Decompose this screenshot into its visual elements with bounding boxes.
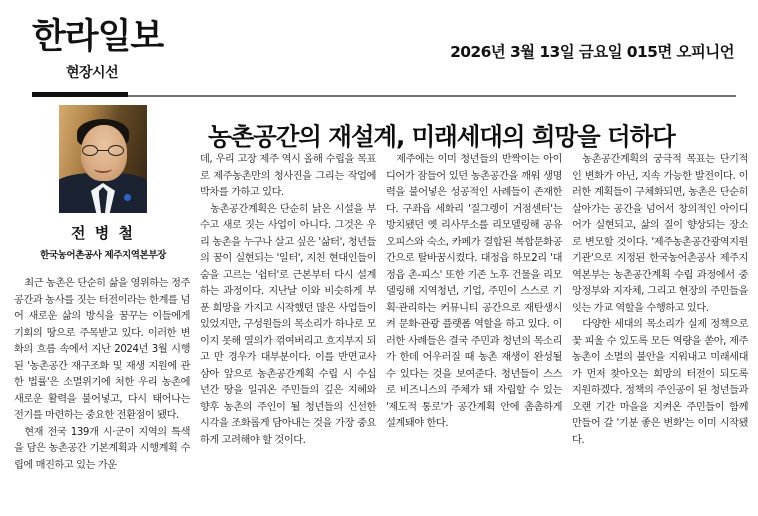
paragraph: 데, 우리 고장 제주 역시 올해 수립을 목표로 제주농촌만의 청사진을 그리는 작업에 박차를 가하고 있다. <box>200 154 376 199</box>
paragraph: 최근 농촌은 단순히 삶을 영위하는 정주공간과 농사를 짓는 터전이라는 한계를 넘어 새로운 삶의 방식을 꿈꾸는 이들에게 기회의 땅으로 주목받고 있다. 이러한 변화의 흐름 속에서 지난 2024년 3월 시행된 '농촌공간 재구조화 및 재생 지원에 관한 법률'은 소멸위기에 처한 우리 농촌에 새로운 활력을 불어넣고, 다시 태어나는 전기를 마련하는 중요한 전환점이 됐다. <box>14 278 190 422</box>
article-column-4 <box>572 152 748 504</box>
paragraph: 농촌공간계획은 단순히 낡은 시설을 부수고 새로 짓는 사업이 아니다. 그것은 우리 농촌을 누구나 살고 싶은 '삶터', 청년들의 꿈이 실현되는 '일터', 지친 현대인들이 숨을 고르는 '쉼터'로 근본부터 다시 설계하는 과정이다. 지난날 이와 비슷하게 부푼 희망을 가지고 시작했던 많은 사업들이 있었지만, 구성원들의 목소리가 하나로 모이지 못해 열의가 꺾여버리고 흐지부지 되고 만 경우가 대부분이다. 이를 반면교사 삼아 앞으로 농촌공간계획 수립 시 수십 년간 땅을 일궈온 주민들의 깊은 지혜와 향후 농촌의 주인이 될 청년들의 신선한 시각을 조화롭게 담아내는 것을 가장 중요하게 고려해야 할 것이다. <box>200 203 376 446</box>
section-name: 현장시선 <box>66 65 119 81</box>
author-name: 전 병 철 <box>71 224 135 242</box>
article-column-2 <box>200 152 376 504</box>
masthead-branding <box>32 17 164 82</box>
article-column-1 <box>14 152 190 504</box>
masthead-divider <box>32 92 736 100</box>
author-title: 한국농어촌공사 제주지역본부장 <box>40 250 166 261</box>
paragraph: 다양한 세대의 목소리가 실제 정책으로 꽃 피울 수 있도록 모든 역량을 쏟아, 제주농촌이 소멸의 불안을 지워내고 미래세대가 먼저 찾아오는 희망의 터전이 되도록 지원하겠다. 정책의 주인공이 된 청년들과 오랜 기간 마을을 지켜온 주민들이 함께 만들어 갈 '기분 좋은 변화'는 이미 시작됐다. <box>572 319 748 446</box>
article-headline: 농촌공간의 재설계, 미래세대의 희망을 더하다 <box>208 122 675 152</box>
article-column-3 <box>386 152 562 504</box>
article-body <box>14 152 748 504</box>
paper-name: 한라일보 <box>32 17 164 57</box>
divider-thin-line <box>32 95 736 97</box>
divider-thick-line <box>32 92 128 97</box>
dateline: 2026년 3월 13일 금요일 015면 오피니언 <box>450 43 734 61</box>
paragraph: 현재 전국 139개 시·군이 지역의 특색을 담은 농촌공간 기본계획과 시행계획 수립에 매진하고 있는 가운 <box>14 426 190 471</box>
masthead <box>10 0 748 92</box>
paragraph: 농촌공간계획의 궁극적 목표는 단기적인 변화가 아닌, 지속 가능한 발전이다. 이러한 계획들이 구체화되면, 농촌은 단순히 살아가는 공간을 넘어서 창의적인 아이디어가 실현되고, 삶의 질이 향상되는 장소로 변모할 것이다. '제주농촌공간광역지원기관'으로 지정된 한국농어촌공사 제주지역본부는 농촌공간계획 수립 과정에서 중앙정부와 지자체, 그리고 현장의 주민들을 잇는 가교 역할을 수행하고 있다. <box>572 154 748 314</box>
paragraph: 제주에는 이미 청년들의 반짝이는 아이디어가 잠들어 있던 농촌공간을 깨워 생명력을 불어넣은 성공적인 사례들이 존재한다. 구좌읍 세화리 '질그렝이 거점센터'는 방치됐던 옛 리사무소를 리모델링해 공유 오피스와 숙소, 카페가 결합된 복합문화공간으로 탈바꿈시켰다. 대정읍 하모2리 '대정읍 촌-피스' 또한 기존 노후 건물을 리모델링해 지역청년, 기업, 주민이 스스로 기획·관리하는 커뮤니티 공간으로 재탄생시켜 문화·관광 플랫폼 역할을 하고 있다. 이러한 사례들은 결국 주민과 청년의 목소리가 한데 어우러질 때 농촌 재생이 완성될 수 있다는 것을 보여준다. 청년들이 스스로 비즈니스의 주체가 돼 자립할 수 있는 '제도적 통로'가 공간계획 안에 촘촘하게 설계돼야 한다. <box>386 154 562 430</box>
